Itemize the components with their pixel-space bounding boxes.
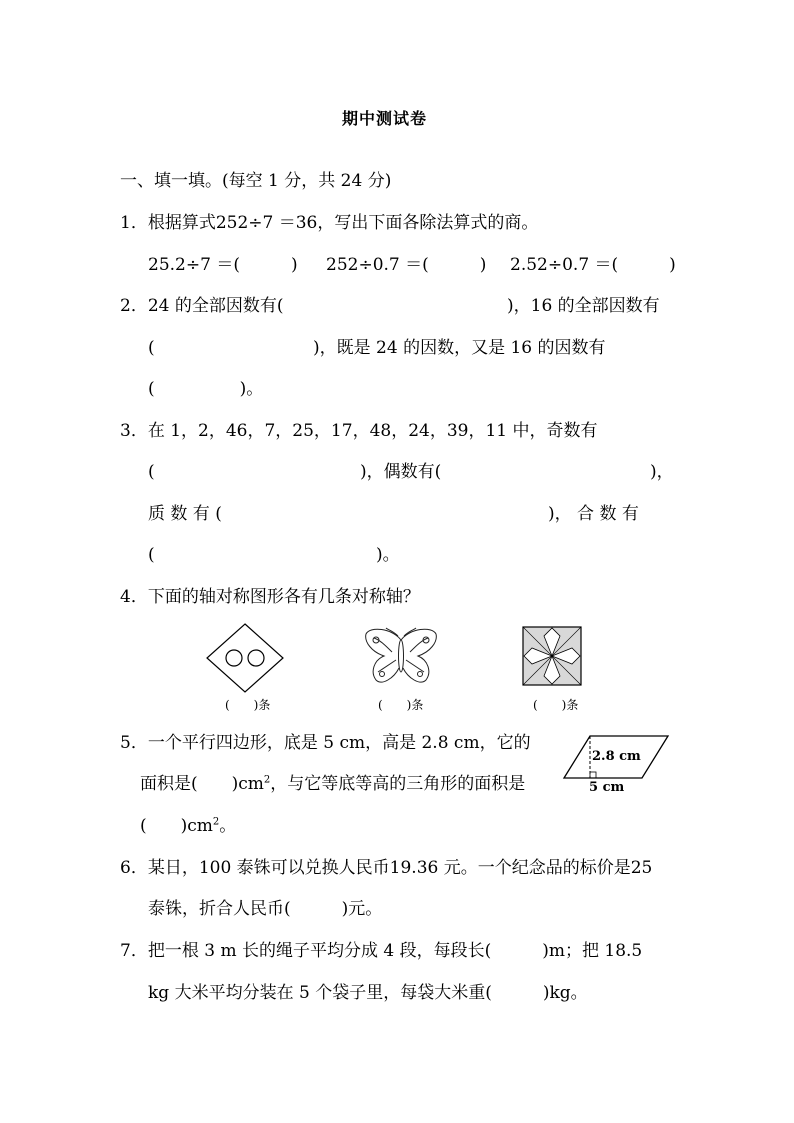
question-2-line2a: (: [148, 338, 155, 358]
question-2-line1b: )，16 的全部因数有: [507, 296, 660, 316]
figure-2-caption: ( )条: [378, 698, 424, 712]
question-6-line1: 6．某日，100 泰铢可以兑换人民币19.36 元。一个纪念品的标价是25: [120, 858, 653, 878]
question-3-line2b: )，偶数有(: [360, 462, 442, 482]
figure-3-caption: ( )条: [533, 698, 579, 712]
figure-1-caption: ( )条: [225, 698, 271, 712]
question-1-blank-c: 2.52÷0.7 ＝( ): [510, 255, 676, 275]
question-5-line2: 面积是( )$cm^2$，与它等底等高的三角形的面积是: [140, 774, 526, 794]
section-heading: 一、填一填。(每空 1 分，共 24 分): [120, 171, 392, 191]
question-3-line4b: )。: [376, 545, 400, 565]
butterfly-figure: [362, 626, 440, 688]
question-2-line2b: )，既是 24 的因数，又是 16 的因数有: [313, 338, 606, 358]
question-2-line3: ( )。: [148, 379, 264, 399]
rhombus-figure: [205, 622, 285, 692]
parallelogram-height-label: 2.8 cm: [592, 749, 641, 764]
question-7-line2: kg 大米平均分装在 5 个袋子里，每袋大米重( )kg。: [148, 983, 588, 1003]
question-7-line1: 7．把一根 3 m 长的绳子平均分成 4 段，每段长( )m；把 18.5: [120, 941, 643, 961]
square-star-figure: [522, 626, 582, 686]
parallelogram-base-label: 5 cm: [589, 780, 625, 795]
question-5-line1: 5．一个平行四边形，底是 5 cm，高是 2.8 cm，它的: [120, 733, 531, 753]
question-1-stem: 1．根据算式252÷7 ＝36，写出下面各除法算式的商。: [120, 213, 539, 233]
question-6-line2: 泰铢，折合人民币( )元。: [148, 899, 383, 919]
question-3-line2c: )，: [650, 462, 674, 482]
question-1-blank-b: 252÷0.7 ＝( ): [326, 255, 487, 275]
question-3-line1: 3．在 1，2，46，7，25，17，48，24，39，11 中，奇数有: [120, 421, 598, 441]
question-3-line3b: )， 合 数 有: [548, 504, 639, 524]
question-3-line4a: (: [148, 545, 155, 565]
question-4-stem: 4．下面的轴对称图形各有几条对称轴？: [120, 587, 420, 607]
question-3-line3a: 质 数 有 (: [148, 504, 222, 524]
question-2-line1a: 2．24 的全部因数有(: [120, 296, 284, 316]
question-3-line2a: (: [148, 462, 155, 482]
question-1-blank-a: 25.2÷7 ＝( ): [148, 255, 298, 275]
page-title: 期中测试卷: [342, 109, 428, 128]
question-5-line3: ( )$cm^2$。: [140, 816, 237, 836]
